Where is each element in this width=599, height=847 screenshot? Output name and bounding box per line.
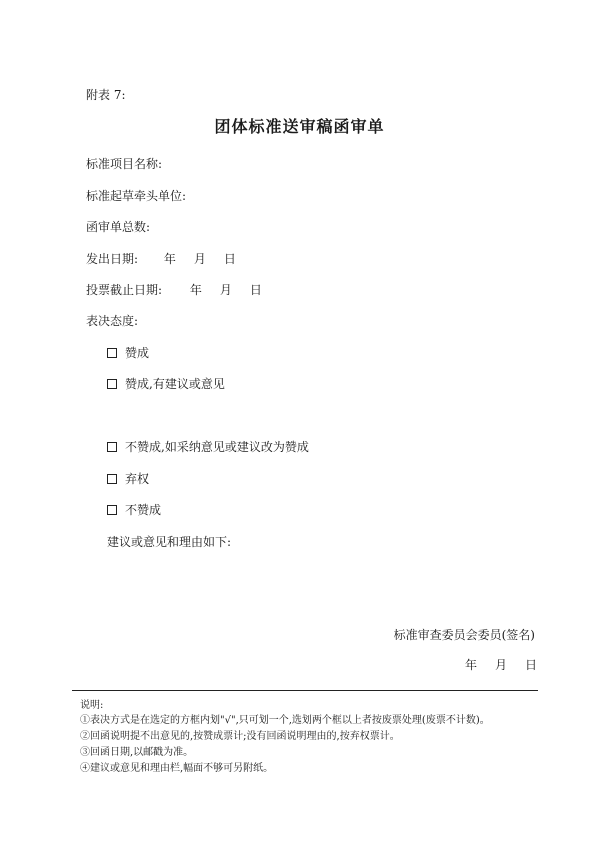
day-label: 日	[249, 283, 262, 297]
option-abstain-label: 弃权	[125, 472, 150, 486]
month-label: 月	[494, 658, 507, 672]
signature-label: 标准审查委员会委员(签名)	[393, 628, 535, 642]
option-abstain[interactable]	[107, 472, 149, 486]
month-label: 月	[219, 283, 232, 297]
notes-divider	[72, 690, 538, 691]
day-label: 日	[223, 252, 236, 266]
issue-date-label: 发出日期:	[86, 252, 139, 266]
form-title: 团体标准送审稿函审单	[214, 117, 385, 136]
month-label: 月	[193, 252, 206, 266]
total-count-label: 函审单总数:	[86, 220, 151, 234]
appendix-label: 附表 7:	[86, 88, 126, 102]
year-label: 年	[189, 283, 202, 297]
note-item: ②回函说明提不出意见的,按赞成票计;没有回函说明理由的,按弃权票计。	[80, 731, 400, 742]
lead-unit-label: 标准起草牵头单位:	[86, 189, 187, 203]
day-label: 日	[524, 658, 537, 672]
vote-deadline-row	[86, 283, 262, 297]
signature-date-placeholder	[465, 658, 537, 672]
note-item: ③回函日期,以邮戳为准。	[80, 747, 194, 758]
option-approve-with-comments-label: 赞成,有建议或意见	[125, 377, 225, 391]
project-name-label: 标准项目名称:	[86, 157, 163, 171]
note-item: ①表决方式是在选定的方框内划"√",只可划一个,选划两个框以上者按废票处理(废票不计数)。	[80, 715, 490, 726]
year-label: 年	[464, 658, 477, 672]
checkbox-conditional[interactable]	[107, 442, 117, 452]
option-conditional-label: 不赞成,如采纳意见或建议改为赞成	[125, 440, 309, 454]
vote-attitude-label: 表决态度:	[86, 314, 139, 328]
checkbox-disapprove[interactable]	[107, 505, 117, 515]
checkbox-approve-with-comments[interactable]	[107, 379, 117, 389]
checkbox-abstain[interactable]	[107, 474, 117, 484]
option-disapprove[interactable]	[107, 503, 161, 517]
notes-title: 说明:	[80, 700, 104, 711]
comments-label: 建议或意见和理由如下:	[107, 535, 232, 549]
vote-deadline-label: 投票截止日期:	[86, 283, 163, 297]
note-item: ④建议或意见和理由栏,幅面不够可另附纸。	[80, 763, 274, 774]
checkbox-approve[interactable]	[107, 348, 117, 358]
issue-date-row	[86, 252, 236, 266]
option-disapprove-label: 不赞成	[125, 503, 162, 517]
option-conditional[interactable]	[107, 440, 309, 454]
issue-date-placeholder	[164, 252, 236, 266]
option-approve-label: 赞成	[125, 346, 150, 360]
option-approve-with-comments[interactable]	[107, 377, 225, 391]
vote-deadline-placeholder	[190, 283, 262, 297]
year-label: 年	[163, 252, 176, 266]
option-approve[interactable]	[107, 346, 149, 360]
